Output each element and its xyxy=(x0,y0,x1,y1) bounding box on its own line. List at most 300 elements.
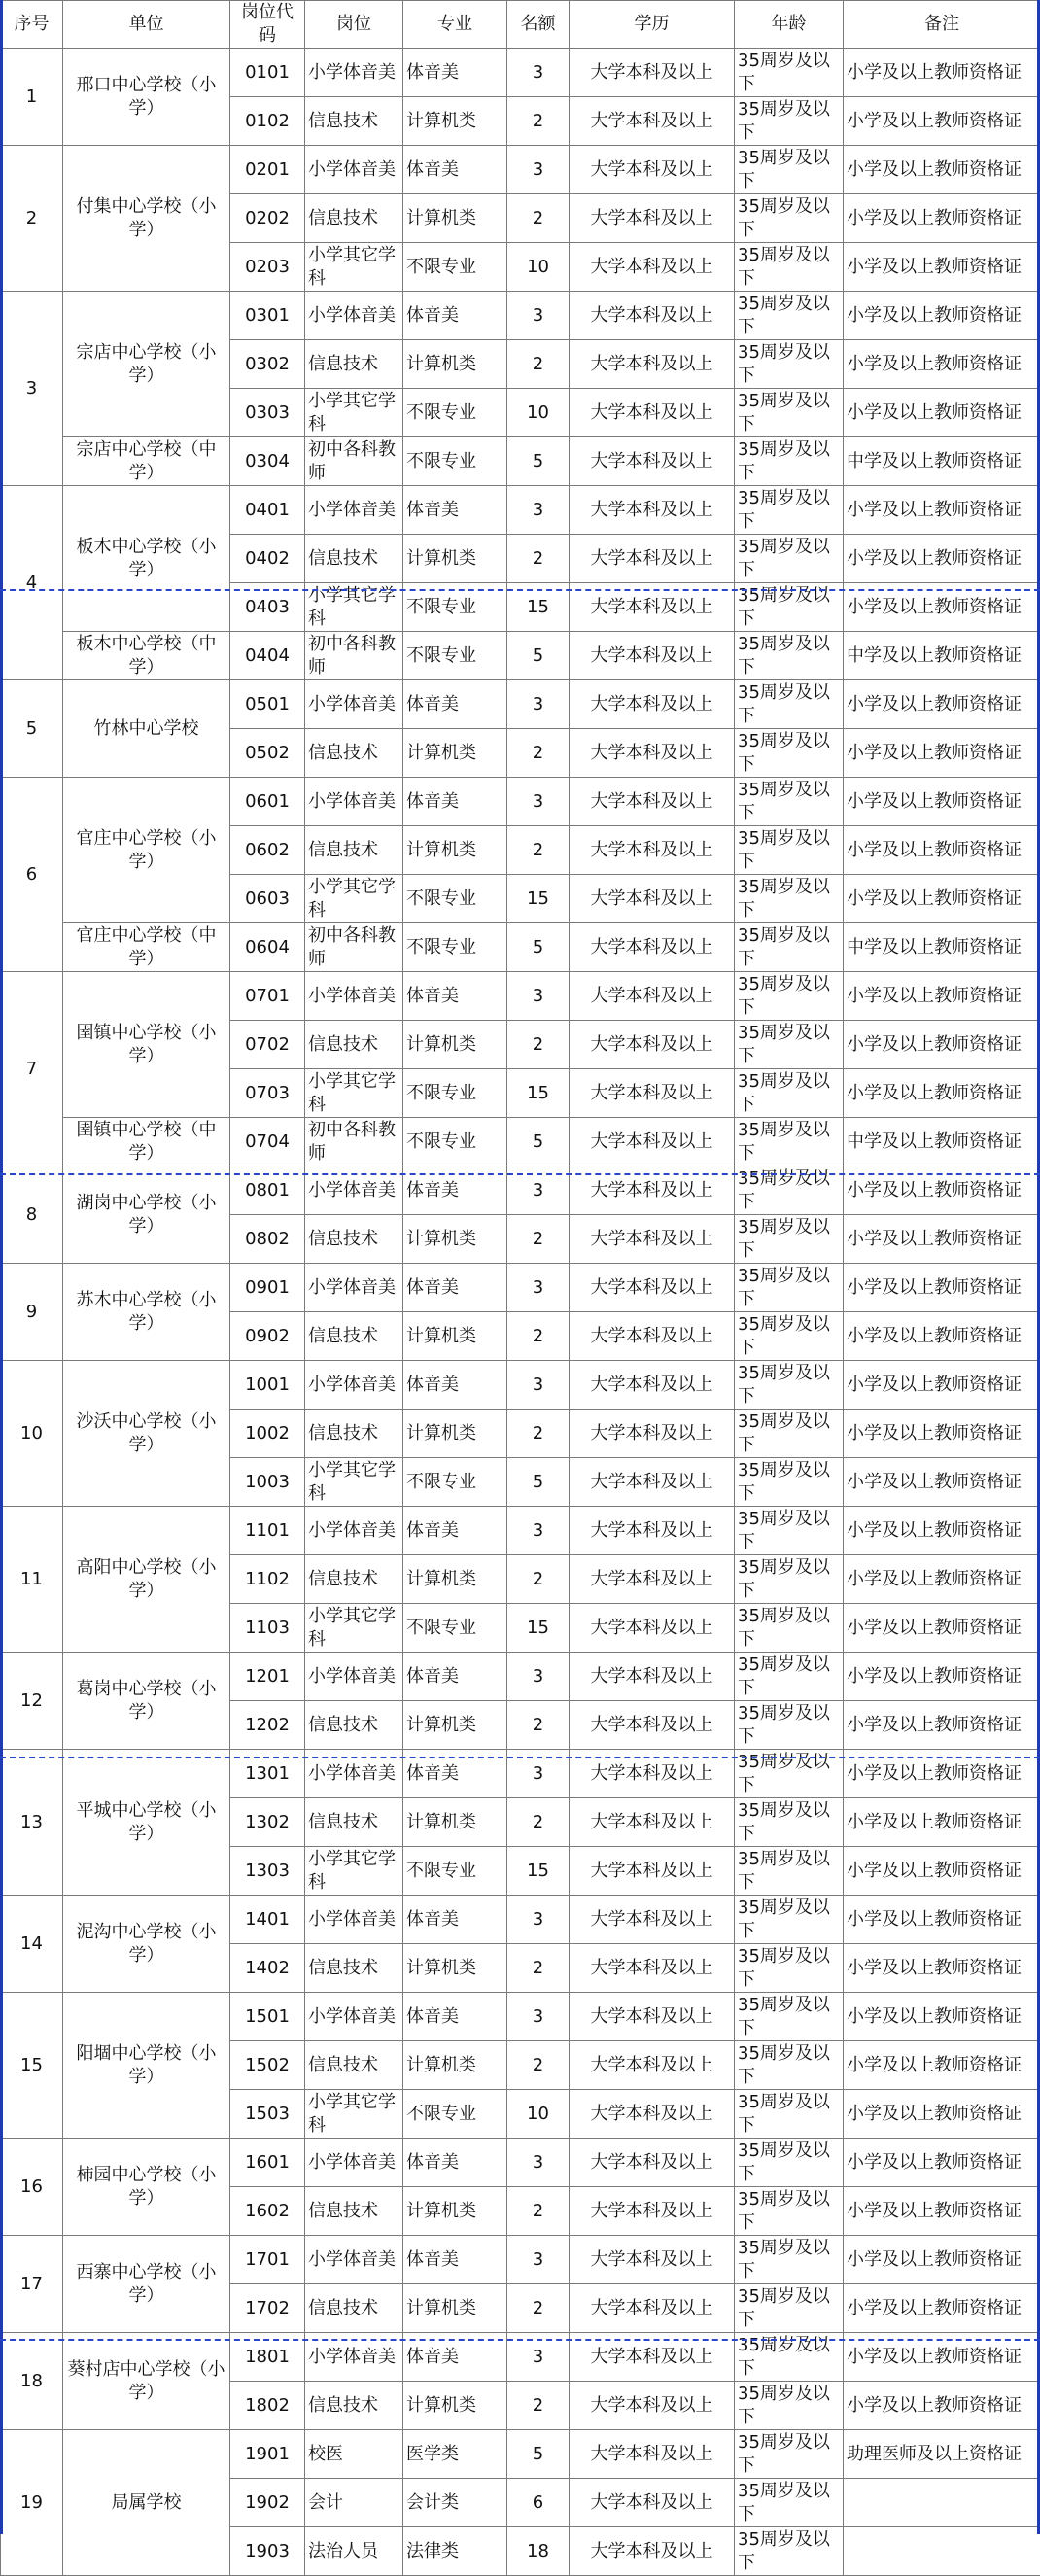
education-cell: 大学本科及以上 xyxy=(570,729,735,778)
age-cell: 35周岁及以下 xyxy=(735,826,844,875)
quota-cell: 3 xyxy=(507,972,570,1021)
age-cell: 35周岁及以下 xyxy=(735,2139,844,2187)
post-cell: 初中各科教师 xyxy=(305,437,403,486)
major-cell: 计算机类 xyxy=(403,97,507,146)
note-cell: 小学及以上教师资格证 xyxy=(844,2041,1040,2090)
major-cell: 不限专业 xyxy=(403,923,507,972)
note-cell: 小学及以上教师资格证 xyxy=(844,2284,1040,2333)
post-cell: 信息技术 xyxy=(305,1021,403,1069)
quota-cell: 2 xyxy=(507,1701,570,1750)
note-cell: 小学及以上教师资格证 xyxy=(844,680,1040,729)
quota-cell: 6 xyxy=(507,2479,570,2527)
table-row xyxy=(1,778,1040,826)
page-break-line xyxy=(0,1757,1040,1758)
note-cell xyxy=(844,2527,1040,2576)
table-row xyxy=(1,2139,1040,2187)
age-cell: 35周岁及以下 xyxy=(735,535,844,583)
table-row xyxy=(1,1993,1040,2041)
major-cell: 体音美 xyxy=(403,1166,507,1215)
quota-cell: 3 xyxy=(507,49,570,97)
education-cell: 大学本科及以上 xyxy=(570,1604,735,1653)
post-cell: 小学体音美 xyxy=(305,2236,403,2284)
quota-cell: 2 xyxy=(507,2382,570,2430)
post-cell: 小学体音美 xyxy=(305,972,403,1021)
note-cell xyxy=(844,2479,1040,2527)
note-cell: 小学及以上教师资格证 xyxy=(844,2090,1040,2139)
post-code-cell: 1103 xyxy=(230,1604,305,1653)
note-cell: 中学及以上教师资格证 xyxy=(844,632,1040,680)
age-cell: 35周岁及以下 xyxy=(735,1312,844,1361)
unit-cell: 沙沃中心学校（小学） xyxy=(63,1361,230,1507)
post-code-cell: 1502 xyxy=(230,2041,305,2090)
header-row xyxy=(1,1,1040,49)
quota-cell: 3 xyxy=(507,778,570,826)
unit-cell: 圉镇中心学校（中学） xyxy=(63,1118,230,1166)
education-cell: 大学本科及以上 xyxy=(570,1993,735,2041)
page-break-line xyxy=(0,1173,1040,1175)
age-cell: 35周岁及以下 xyxy=(735,923,844,972)
age-cell: 35周岁及以下 xyxy=(735,2430,844,2479)
age-cell: 35周岁及以下 xyxy=(735,389,844,437)
seq-cell: 12 xyxy=(1,1653,63,1750)
quota-cell: 2 xyxy=(507,2187,570,2236)
quota-cell: 3 xyxy=(507,1166,570,1215)
major-cell: 法律类 xyxy=(403,2527,507,2576)
quota-cell: 2 xyxy=(507,1021,570,1069)
note-cell: 小学及以上教师资格证 xyxy=(844,2187,1040,2236)
seq-cell: 4 xyxy=(1,486,63,680)
education-cell: 大学本科及以上 xyxy=(570,1555,735,1604)
note-cell: 小学及以上教师资格证 xyxy=(844,1507,1040,1555)
note-cell: 小学及以上教师资格证 xyxy=(844,1847,1040,1896)
major-cell: 不限专业 xyxy=(403,875,507,923)
note-cell: 小学及以上教师资格证 xyxy=(844,2139,1040,2187)
post-code-cell: 0502 xyxy=(230,729,305,778)
major-cell: 体音美 xyxy=(403,1264,507,1312)
note-cell: 小学及以上教师资格证 xyxy=(844,146,1040,194)
quota-cell: 3 xyxy=(507,2139,570,2187)
table-row xyxy=(1,2430,1040,2479)
age-cell: 35周岁及以下 xyxy=(735,146,844,194)
post-code-cell: 0201 xyxy=(230,146,305,194)
age-cell: 35周岁及以下 xyxy=(735,875,844,923)
education-cell: 大学本科及以上 xyxy=(570,437,735,486)
age-cell: 35周岁及以下 xyxy=(735,1069,844,1118)
education-cell: 大学本科及以上 xyxy=(570,1166,735,1215)
age-cell: 35周岁及以下 xyxy=(735,1555,844,1604)
age-cell: 35周岁及以下 xyxy=(735,1264,844,1312)
major-cell: 体音美 xyxy=(403,680,507,729)
major-cell: 不限专业 xyxy=(403,437,507,486)
education-cell: 大学本科及以上 xyxy=(570,1896,735,1944)
major-cell: 不限专业 xyxy=(403,243,507,292)
post-code-cell: 1802 xyxy=(230,2382,305,2430)
major-cell: 计算机类 xyxy=(403,2187,507,2236)
post-cell: 小学体音美 xyxy=(305,1166,403,1215)
major-cell: 计算机类 xyxy=(403,2382,507,2430)
post-code-cell: 1303 xyxy=(230,1847,305,1896)
education-cell: 大学本科及以上 xyxy=(570,535,735,583)
unit-cell: 板木中心学校（中学） xyxy=(63,632,230,680)
unit-cell: 平城中心学校（小学） xyxy=(63,1750,230,1896)
table-row xyxy=(1,146,1040,194)
quota-cell: 2 xyxy=(507,1215,570,1264)
post-cell: 信息技术 xyxy=(305,340,403,389)
note-cell: 小学及以上教师资格证 xyxy=(844,389,1040,437)
quota-cell: 5 xyxy=(507,923,570,972)
education-cell: 大学本科及以上 xyxy=(570,2479,735,2527)
table-row xyxy=(1,1118,1040,1166)
post-code-cell: 0701 xyxy=(230,972,305,1021)
post-cell: 小学其它学科 xyxy=(305,1847,403,1896)
note-cell: 小学及以上教师资格证 xyxy=(844,535,1040,583)
post-code-cell: 1302 xyxy=(230,1798,305,1847)
note-cell: 小学及以上教师资格证 xyxy=(844,1993,1040,2041)
post-cell: 小学体音美 xyxy=(305,680,403,729)
seq-cell: 3 xyxy=(1,292,63,486)
education-cell: 大学本科及以上 xyxy=(570,1653,735,1701)
quota-cell: 2 xyxy=(507,2041,570,2090)
table-row xyxy=(1,972,1040,1021)
unit-cell: 邢口中心学校（小学） xyxy=(63,49,230,146)
note-cell: 小学及以上教师资格证 xyxy=(844,1896,1040,1944)
note-cell: 小学及以上教师资格证 xyxy=(844,340,1040,389)
major-cell: 计算机类 xyxy=(403,1555,507,1604)
quota-cell: 3 xyxy=(507,1750,570,1798)
header-age: 年龄 xyxy=(735,1,844,49)
age-cell: 35周岁及以下 xyxy=(735,437,844,486)
post-cell: 初中各科教师 xyxy=(305,1118,403,1166)
post-cell: 信息技术 xyxy=(305,729,403,778)
quota-cell: 15 xyxy=(507,875,570,923)
post-code-cell: 0101 xyxy=(230,49,305,97)
age-cell: 35周岁及以下 xyxy=(735,1604,844,1653)
post-code-cell: 0202 xyxy=(230,194,305,243)
post-cell: 小学其它学科 xyxy=(305,389,403,437)
education-cell: 大学本科及以上 xyxy=(570,2236,735,2284)
note-cell: 小学及以上教师资格证 xyxy=(844,243,1040,292)
table-row xyxy=(1,1653,1040,1701)
education-cell: 大学本科及以上 xyxy=(570,1798,735,1847)
age-cell: 35周岁及以下 xyxy=(735,1215,844,1264)
post-cell: 小学体音美 xyxy=(305,1896,403,1944)
note-cell: 小学及以上教师资格证 xyxy=(844,1798,1040,1847)
major-cell: 不限专业 xyxy=(403,1847,507,1896)
age-cell: 35周岁及以下 xyxy=(735,1701,844,1750)
post-cell: 信息技术 xyxy=(305,1798,403,1847)
header-code: 岗位代码 xyxy=(230,1,305,49)
education-cell: 大学本科及以上 xyxy=(570,1021,735,1069)
education-cell: 大学本科及以上 xyxy=(570,2527,735,2576)
age-cell: 35周岁及以下 xyxy=(735,680,844,729)
post-code-cell: 0604 xyxy=(230,923,305,972)
education-cell: 大学本科及以上 xyxy=(570,1312,735,1361)
quota-cell: 3 xyxy=(507,2236,570,2284)
post-cell: 信息技术 xyxy=(305,1410,403,1458)
age-cell: 35周岁及以下 xyxy=(735,97,844,146)
major-cell: 不限专业 xyxy=(403,1604,507,1653)
age-cell: 35周岁及以下 xyxy=(735,2382,844,2430)
unit-cell: 宗店中心学校（小学） xyxy=(63,292,230,437)
seq-cell: 1 xyxy=(1,49,63,146)
seq-cell: 5 xyxy=(1,680,63,778)
unit-cell: 竹林中心学校 xyxy=(63,680,230,778)
note-cell: 小学及以上教师资格证 xyxy=(844,292,1040,340)
post-cell: 小学体音美 xyxy=(305,1993,403,2041)
quota-cell: 3 xyxy=(507,146,570,194)
post-cell: 小学体音美 xyxy=(305,2333,403,2382)
post-code-cell: 1001 xyxy=(230,1361,305,1410)
left-border-line xyxy=(0,0,3,2534)
note-cell: 小学及以上教师资格证 xyxy=(844,1750,1040,1798)
post-code-cell: 1102 xyxy=(230,1555,305,1604)
age-cell: 35周岁及以下 xyxy=(735,1750,844,1798)
education-cell: 大学本科及以上 xyxy=(570,2041,735,2090)
post-cell: 小学其它学科 xyxy=(305,2090,403,2139)
major-cell: 体音美 xyxy=(403,1653,507,1701)
quota-cell: 2 xyxy=(507,1410,570,1458)
education-cell: 大学本科及以上 xyxy=(570,1847,735,1896)
note-cell: 小学及以上教师资格证 xyxy=(844,1021,1040,1069)
education-cell: 大学本科及以上 xyxy=(570,2430,735,2479)
note-cell: 中学及以上教师资格证 xyxy=(844,1118,1040,1166)
note-cell: 小学及以上教师资格证 xyxy=(844,583,1040,632)
age-cell: 35周岁及以下 xyxy=(735,583,844,632)
education-cell: 大学本科及以上 xyxy=(570,826,735,875)
post-code-cell: 1401 xyxy=(230,1896,305,1944)
major-cell: 体音美 xyxy=(403,146,507,194)
education-cell: 大学本科及以上 xyxy=(570,1215,735,1264)
post-cell: 小学体音美 xyxy=(305,778,403,826)
age-cell: 35周岁及以下 xyxy=(735,49,844,97)
quota-cell: 3 xyxy=(507,1264,570,1312)
note-cell: 小学及以上教师资格证 xyxy=(844,49,1040,97)
header-seq: 序号 xyxy=(1,1,63,49)
quota-cell: 15 xyxy=(507,583,570,632)
note-cell: 小学及以上教师资格证 xyxy=(844,1264,1040,1312)
seq-cell: 9 xyxy=(1,1264,63,1361)
post-code-cell: 0802 xyxy=(230,1215,305,1264)
post-cell: 信息技术 xyxy=(305,1555,403,1604)
major-cell: 计算机类 xyxy=(403,1410,507,1458)
age-cell: 35周岁及以下 xyxy=(735,2236,844,2284)
post-code-cell: 0601 xyxy=(230,778,305,826)
quota-cell: 5 xyxy=(507,1118,570,1166)
age-cell: 35周岁及以下 xyxy=(735,1361,844,1410)
education-cell: 大学本科及以上 xyxy=(570,1118,735,1166)
post-code-cell: 0303 xyxy=(230,389,305,437)
post-code-cell: 1902 xyxy=(230,2479,305,2527)
age-cell: 35周岁及以下 xyxy=(735,194,844,243)
age-cell: 35周岁及以下 xyxy=(735,632,844,680)
post-cell: 信息技术 xyxy=(305,194,403,243)
post-cell: 初中各科教师 xyxy=(305,632,403,680)
unit-cell: 宗店中心学校（中学） xyxy=(63,437,230,486)
quota-cell: 15 xyxy=(507,1069,570,1118)
education-cell: 大学本科及以上 xyxy=(570,2333,735,2382)
post-code-cell: 0501 xyxy=(230,680,305,729)
post-code-cell: 0402 xyxy=(230,535,305,583)
quota-cell: 3 xyxy=(507,486,570,535)
post-code-cell: 1501 xyxy=(230,1993,305,2041)
seq-cell: 17 xyxy=(1,2236,63,2333)
age-cell: 35周岁及以下 xyxy=(735,2527,844,2576)
major-cell: 计算机类 xyxy=(403,1701,507,1750)
major-cell: 计算机类 xyxy=(403,826,507,875)
education-cell: 大学本科及以上 xyxy=(570,340,735,389)
post-cell: 信息技术 xyxy=(305,2382,403,2430)
post-cell: 信息技术 xyxy=(305,2187,403,2236)
post-code-cell: 0203 xyxy=(230,243,305,292)
unit-cell: 阳堌中心学校（小学） xyxy=(63,1993,230,2139)
note-cell: 小学及以上教师资格证 xyxy=(844,1361,1040,1410)
major-cell: 不限专业 xyxy=(403,1458,507,1507)
age-cell: 35周岁及以下 xyxy=(735,1458,844,1507)
note-cell: 小学及以上教师资格证 xyxy=(844,1166,1040,1215)
header-note: 备注 xyxy=(844,1,1040,49)
post-cell: 信息技术 xyxy=(305,1312,403,1361)
post-cell: 信息技术 xyxy=(305,535,403,583)
note-cell: 小学及以上教师资格证 xyxy=(844,778,1040,826)
post-code-cell: 0401 xyxy=(230,486,305,535)
post-code-cell: 1002 xyxy=(230,1410,305,1458)
unit-cell: 官庄中心学校（中学） xyxy=(63,923,230,972)
education-cell: 大学本科及以上 xyxy=(570,1361,735,1410)
major-cell: 体音美 xyxy=(403,1507,507,1555)
age-cell: 35周岁及以下 xyxy=(735,2479,844,2527)
post-code-cell: 1601 xyxy=(230,2139,305,2187)
table-row xyxy=(1,1264,1040,1312)
post-code-cell: 1003 xyxy=(230,1458,305,1507)
age-cell: 35周岁及以下 xyxy=(735,1653,844,1701)
post-cell: 小学体音美 xyxy=(305,146,403,194)
education-cell: 大学本科及以上 xyxy=(570,923,735,972)
seq-cell: 18 xyxy=(1,2333,63,2430)
age-cell: 35周岁及以下 xyxy=(735,1118,844,1166)
education-cell: 大学本科及以上 xyxy=(570,1458,735,1507)
post-cell: 小学体音美 xyxy=(305,2139,403,2187)
post-code-cell: 1702 xyxy=(230,2284,305,2333)
seq-cell: 16 xyxy=(1,2139,63,2236)
table-row xyxy=(1,680,1040,729)
unit-cell: 西寨中心学校（小学） xyxy=(63,2236,230,2333)
header-edu: 学历 xyxy=(570,1,735,49)
post-code-cell: 1201 xyxy=(230,1653,305,1701)
post-code-cell: 0603 xyxy=(230,875,305,923)
note-cell: 小学及以上教师资格证 xyxy=(844,729,1040,778)
post-cell: 小学其它学科 xyxy=(305,875,403,923)
major-cell: 体音美 xyxy=(403,2139,507,2187)
post-cell: 小学体音美 xyxy=(305,1653,403,1701)
note-cell: 小学及以上教师资格证 xyxy=(844,972,1040,1021)
seq-cell: 14 xyxy=(1,1896,63,1993)
quota-cell: 2 xyxy=(507,340,570,389)
education-cell: 大学本科及以上 xyxy=(570,243,735,292)
post-code-cell: 1101 xyxy=(230,1507,305,1555)
post-code-cell: 1901 xyxy=(230,2430,305,2479)
major-cell: 计算机类 xyxy=(403,1944,507,1993)
age-cell: 35周岁及以下 xyxy=(735,486,844,535)
education-cell: 大学本科及以上 xyxy=(570,1507,735,1555)
quota-cell: 2 xyxy=(507,535,570,583)
post-cell: 小学其它学科 xyxy=(305,243,403,292)
post-code-cell: 0404 xyxy=(230,632,305,680)
note-cell: 小学及以上教师资格证 xyxy=(844,1312,1040,1361)
unit-cell: 圉镇中心学校（小学） xyxy=(63,972,230,1118)
major-cell: 体音美 xyxy=(403,2236,507,2284)
major-cell: 计算机类 xyxy=(403,1215,507,1264)
post-code-cell: 0602 xyxy=(230,826,305,875)
post-code-cell: 1701 xyxy=(230,2236,305,2284)
post-code-cell: 0102 xyxy=(230,97,305,146)
quota-cell: 2 xyxy=(507,2284,570,2333)
seq-cell: 11 xyxy=(1,1507,63,1653)
note-cell: 小学及以上教师资格证 xyxy=(844,1701,1040,1750)
seq-cell: 10 xyxy=(1,1361,63,1507)
post-cell: 小学其它学科 xyxy=(305,583,403,632)
education-cell: 大学本科及以上 xyxy=(570,389,735,437)
note-cell: 中学及以上教师资格证 xyxy=(844,437,1040,486)
note-cell: 小学及以上教师资格证 xyxy=(844,1410,1040,1458)
post-cell: 小学体音美 xyxy=(305,1361,403,1410)
age-cell: 35周岁及以下 xyxy=(735,1021,844,1069)
education-cell: 大学本科及以上 xyxy=(570,875,735,923)
unit-cell: 葵村店中心学校（小学） xyxy=(63,2333,230,2430)
major-cell: 体音美 xyxy=(403,1896,507,1944)
note-cell: 小学及以上教师资格证 xyxy=(844,194,1040,243)
post-code-cell: 1402 xyxy=(230,1944,305,1993)
post-code-cell: 1301 xyxy=(230,1750,305,1798)
education-cell: 大学本科及以上 xyxy=(570,1750,735,1798)
age-cell: 35周岁及以下 xyxy=(735,340,844,389)
major-cell: 计算机类 xyxy=(403,2041,507,2090)
post-code-cell: 0704 xyxy=(230,1118,305,1166)
major-cell: 医学类 xyxy=(403,2430,507,2479)
post-code-cell: 0902 xyxy=(230,1312,305,1361)
education-cell: 大学本科及以上 xyxy=(570,486,735,535)
major-cell: 计算机类 xyxy=(403,1312,507,1361)
unit-cell: 苏木中心学校（小学） xyxy=(63,1264,230,1361)
post-code-cell: 0801 xyxy=(230,1166,305,1215)
note-cell: 小学及以上教师资格证 xyxy=(844,2382,1040,2430)
seq-cell: 6 xyxy=(1,778,63,972)
major-cell: 计算机类 xyxy=(403,729,507,778)
quota-cell: 3 xyxy=(507,1653,570,1701)
quota-cell: 5 xyxy=(507,1458,570,1507)
major-cell: 计算机类 xyxy=(403,194,507,243)
quota-cell: 2 xyxy=(507,194,570,243)
major-cell: 体音美 xyxy=(403,778,507,826)
quota-cell: 5 xyxy=(507,437,570,486)
post-cell: 校医 xyxy=(305,2430,403,2479)
education-cell: 大学本科及以上 xyxy=(570,1944,735,1993)
education-cell: 大学本科及以上 xyxy=(570,292,735,340)
education-cell: 大学本科及以上 xyxy=(570,972,735,1021)
major-cell: 会计类 xyxy=(403,2479,507,2527)
post-code-cell: 1801 xyxy=(230,2333,305,2382)
age-cell: 35周岁及以下 xyxy=(735,1944,844,1993)
unit-cell: 板木中心学校（小学） xyxy=(63,486,230,632)
quota-cell: 3 xyxy=(507,1507,570,1555)
post-cell: 信息技术 xyxy=(305,2284,403,2333)
seq-cell: 19 xyxy=(1,2430,63,2576)
major-cell: 体音美 xyxy=(403,49,507,97)
page-break-line xyxy=(0,589,1040,591)
age-cell: 35周岁及以下 xyxy=(735,972,844,1021)
education-cell: 大学本科及以上 xyxy=(570,632,735,680)
age-cell: 35周岁及以下 xyxy=(735,1896,844,1944)
age-cell: 35周岁及以下 xyxy=(735,1993,844,2041)
